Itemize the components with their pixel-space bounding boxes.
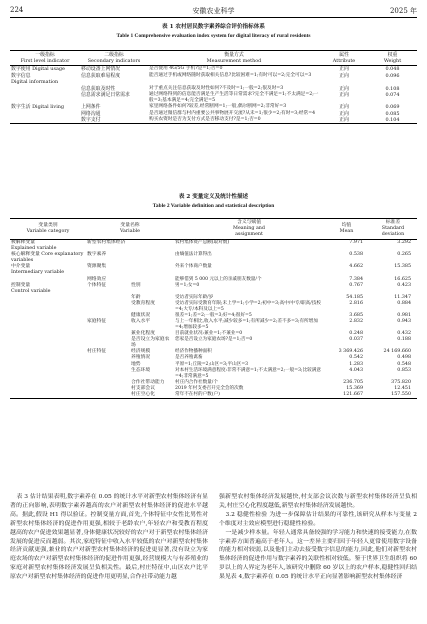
variable-sd: 3.292 (397, 240, 412, 245)
variable-mean: 121.667 (343, 391, 364, 397)
variable-name: 生态环境 (131, 367, 151, 373)
variable-group: 村庄特征 (87, 349, 107, 355)
weight-cell: 0.096 (385, 72, 400, 79)
variable-mean: 1.283 (349, 361, 364, 367)
variable-meaning: 受访者实际年龄/岁 (175, 294, 214, 300)
variable-name: 村支部会议 (131, 385, 155, 391)
variable-name: 经济规模 (131, 349, 151, 355)
first-level-indicator (10, 117, 80, 124)
variable-category: 控制变量 Control variable (11, 282, 51, 294)
variable-sd: 0.943 (397, 319, 412, 325)
secondary-indicator: 移动设备上网情况 (81, 66, 121, 73)
variable-mean: 4.662 (349, 264, 364, 270)
variable-meaning: 经济作物播种面积 (175, 349, 212, 355)
table2-row (10, 319, 417, 331)
table1-header-first: 一级指标 First level indicator (10, 51, 80, 66)
variable-meaning: 平原=1;丘陵=2;山区=3;平山区=3 (175, 361, 249, 367)
variable-category (10, 392, 86, 399)
attribute-cell: 正向 (339, 117, 349, 124)
measurement-method: 购买农资时是否为支付方式是否移动支付?是=1;否=0 (149, 117, 261, 123)
variable-group: 个体特征 (87, 282, 107, 288)
table2-caption-cn: 表 2 变量定义及统计性描述 (178, 194, 249, 200)
table1-header-row (10, 51, 417, 66)
variable-name: 是否设立为家庭农场 (131, 337, 170, 349)
measurement-method: 能否通过手机或网络随时获取相关信息?比较困难=1;有时可以=2;完全可以=3 (149, 72, 312, 78)
variable-sd: 0.884 (397, 300, 412, 306)
weight-cell: 0.048 (385, 66, 400, 73)
table1-row (10, 117, 417, 124)
variable-sd: 0.432 (397, 331, 412, 337)
variable-meaning: 受访者实际受教育年限;未上学=1;小学=2;初中=3;高中/中专/职高/技校=4;大专/本科及以上=5 (175, 300, 322, 312)
table1-header-measure: 衡量方式 Measurement method (148, 51, 320, 66)
variable-name: 年龄 (131, 294, 141, 300)
variable-group: 网络效应 (87, 276, 107, 282)
variable-category (10, 301, 86, 313)
table2-row (10, 283, 417, 295)
variable-meaning: 男=1;女=0 (175, 282, 200, 288)
variable-mean: 0.037 (349, 337, 364, 343)
variable-mean: 2.832 (349, 319, 364, 325)
variable-mean: 3.685 (349, 312, 364, 318)
secondary-indicator: 信息获取难易程度 (81, 72, 121, 79)
variable-mean: 3 369.426 (338, 349, 364, 355)
variable-category (10, 368, 86, 380)
attribute-cell: 正向 (339, 66, 349, 73)
table1 (10, 50, 417, 124)
page-number: 224 (10, 6, 24, 14)
journal-name: 安徽农业科学 (192, 7, 235, 15)
variable-sd: 0.853 (397, 367, 412, 373)
variable-meaning: 您家是否设立为家庭农场?是=1;否=0 (175, 337, 253, 343)
measurement-method: 是否使用 4G/5G 手机?是=1;否=0 (149, 66, 223, 72)
variable-name: 合作社带动能力 (131, 379, 165, 385)
variable-mean: 4.043 (349, 367, 364, 373)
variable-group: 数字素养 (87, 252, 107, 258)
variable-group (86, 368, 130, 380)
table1-caption-en: Table 1 Comprehensive evaluation index system for digital literacy of rural residents (116, 33, 311, 39)
first-level-indicator: 数字使用 Digital usage (11, 66, 65, 73)
measurement-method: 家里网络条件如何?较差,经常断网=1;一般,偶尔断网=2;非常好=3 (149, 104, 287, 110)
variable-name (130, 240, 174, 253)
measurement-method: 是否通过微信群与村内重要公共事物展开交流?从未=1;很少=2;有时=3;经常=4 (149, 110, 316, 116)
attribute-cell: 正向 (339, 92, 349, 99)
variable-meaning: 对本村生活环境满意程度:非常不满意=1;不太满意=2;一般=3;比较满意=4;非常满意=5 (175, 367, 321, 379)
variable-meaning: 2019 年村支委召开完全会的次数 (175, 385, 244, 391)
measurement-method: 通过网络得到的信息能否满足生产生活等日常需求?完全不满足=1;不太满足=2;一般=3;基本满足=4;完全满足=5 (149, 92, 319, 104)
variable-group: 资源聚集 (87, 264, 107, 270)
table1-header-weight: 权重 Weight (368, 51, 417, 66)
table2-row (10, 368, 417, 380)
table1-header-second: 二级指标 Secondary indicators (80, 51, 148, 66)
variable-sd: 0.498 (397, 355, 412, 361)
table1-caption-cn: 表 1 农村居民数字素养综合评价指标体系 (162, 24, 265, 30)
table2-row (10, 264, 417, 276)
variable-mean: 0.767 (349, 282, 364, 288)
variable-sd: 157.550 (391, 391, 412, 397)
variable-mean: 236.705 (343, 379, 364, 385)
variable-meaning: 农村集体资产总额(取对数) (175, 240, 230, 245)
table1-row (10, 66, 417, 73)
variable-mean: 0.538 (349, 252, 364, 258)
table2 (10, 218, 417, 399)
journal-year: 2025 年 (389, 7, 417, 15)
first-level-indicator: 数字信息 Digital information (11, 72, 59, 86)
variable-meaning: 由熵值法计算得出 (175, 252, 212, 258)
table2-header-row (10, 219, 417, 240)
table2-row (10, 252, 417, 264)
table2-row (10, 392, 417, 399)
variable-sd: 0.188 (397, 337, 412, 343)
secondary-indicator: 信息获取及时性 (81, 85, 116, 92)
variable-sd: 375.820 (391, 379, 412, 385)
variable-group: 新型农村集体经济 (87, 240, 126, 245)
variable-name: 性别 (131, 282, 141, 288)
table1-header-attribute: 属性 Attribute (320, 51, 368, 66)
secondary-indicator: 数字支付 (81, 117, 101, 124)
secondary-indicator: 网络沟通 (81, 110, 101, 117)
attribute-cell: 正向 (339, 110, 349, 117)
attribute-cell: 正向 (339, 72, 349, 79)
table2-header-mean: 均值 Mean (324, 219, 369, 240)
variable-group (86, 392, 130, 399)
variable-meaning: 与上一年相比,收入水平;减少较多=1;有所减少=2;差不多=3;有所增加=4;增加较多=5 (175, 319, 318, 331)
variable-name (130, 252, 174, 264)
table2-header-variable: 变量名称 Variable (86, 219, 174, 240)
variable-name: 受教育程度 (131, 300, 155, 306)
variable-sd: 11.347 (394, 294, 412, 300)
variable-meaning: 很差=1;差=2;一般=3;好=4;很好=5 (175, 312, 252, 318)
variable-category: 核心解释变量 Core explanatory variables (11, 252, 84, 264)
table1-row (10, 92, 417, 104)
variable-sd: 24 169.660 (383, 349, 412, 355)
variable-meaning: 外来个体商户数量 (175, 264, 212, 270)
body-text-right-column (219, 493, 417, 582)
variable-mean: 54.185 (346, 294, 364, 300)
variable-mean: 0.542 (349, 355, 364, 361)
variable-sd: 0.981 (397, 312, 412, 318)
table2-header-sd: 标准差 Standard deviation (369, 219, 417, 240)
variable-sd: 0.548 (397, 361, 412, 367)
table2-caption-en: Table 2 Variable definition and statistical description (152, 203, 275, 209)
variable-name: 兼业化程度 (131, 331, 155, 337)
weight-cell: 0.069 (385, 104, 400, 111)
table2-row (10, 301, 417, 313)
variable-sd: 16.625 (394, 276, 412, 282)
variable-mean: 7.384 (349, 276, 364, 282)
attribute-cell: 正向 (339, 104, 349, 111)
header-rule (10, 17, 417, 18)
variable-category: 被解释变量 Explained variable (11, 240, 57, 252)
body-text-left-column (10, 493, 208, 582)
variable-sd: 0.265 (397, 252, 412, 258)
first-level-indicator: 数字生活 Digital living (11, 104, 65, 111)
variable-group (86, 301, 130, 313)
body-paragraph: 一是减少样本量。年轻人通常具备较强的学习能力和快速的接受能力,在数字素养方面普遍高于老年人。这一差异主要归因于年轻人更常使用数字设备的能力相对较弱,以及他们主动去接受数字信息的能力,因此,他们对新型农村集体经济的促进作用与数字素养的关联性相对较低。鉴于世界卫生组织将 60 岁以上的人界定为老年人,该研究中删除 60 岁以上的农户样本,稳健性回归结果见表 4,数字素养在 0.05 的统计水平正向显著影响新型农村集体经济 (219, 529, 417, 581)
body-paragraph: 3.2 稳健性检验 为进一步保障估计结果的可靠性,该研究从样本与变量 2 个维度对主效应模型进行稳健性检验。 (219, 511, 417, 527)
variable-category: 中介变量 Intermediary variable (11, 264, 65, 276)
variable-meaning: 能够借到 5 000 元以上的亲戚朋友数量/个 (175, 276, 262, 282)
variable-meaning: 常年不在村的户数(户) (175, 391, 220, 397)
secondary-indicator: 信息需求满足日常需求 (81, 92, 130, 99)
variable-name: 村庄空心化 (131, 391, 155, 397)
body-paragraph: 表 3 估计结果表明,数字素养在 0.05 的统计水平对新型农村集体经济有显著的正向影响,表明数字素养越高的农户对新型农村集体经济的促进水平越高。据此,假设 H1 得以验证。控制变量方面,首先,个体特征中女性比男性对新型农村集体经济的促进作用更强,相较于老龄农户,年轻农户和受教育程度越高的农户促进效果越显著,身体健康状况较好的农户对于新型农村集体经济发展的促进反而越弱。其次,家庭特征中收入水平较低的农户对新型农村集体经济贡献更强,兼业的农户对新型农村集体经济的促进更显著,没有设立为家庭农场的农户对新型农村集体经济的促进作用更强,经营规模大与有养殖业的家庭对新型农村集体经济发展呈负相关性。最后,村庄特征中,山区农户比平原农户对新型农村集体经济的促进作用更明显,合作社带动能力越 (10, 494, 208, 581)
variable-group: 家庭特征 (87, 319, 107, 325)
measurement-method: 对于重点关注信息获取及时性如何?不及时=1;一般=2;很及时=3 (149, 85, 284, 91)
weight-cell: 0.085 (385, 110, 400, 117)
variable-meaning: 是否养殖禽畜 (175, 355, 203, 361)
table2-header-category: 变量类别 Variable category (10, 219, 86, 240)
attribute-cell: 正向 (339, 85, 349, 92)
table2-row (10, 240, 417, 253)
weight-cell: 0.108 (385, 85, 400, 92)
variable-name: 养殖情况 (131, 355, 151, 361)
variable-mean: 15.369 (346, 385, 364, 391)
secondary-indicator: 上网条件 (81, 104, 101, 111)
variable-mean: 0.248 (349, 331, 364, 337)
variable-sd: 0.423 (397, 282, 412, 288)
variable-meaning: 目前就业状况:兼业=1;不兼业=0 (175, 331, 243, 337)
table2-row (10, 337, 417, 349)
variable-mean: 7.971 (349, 240, 364, 245)
table2-header-meaning: 含义与赋值 Meaning and assignment (174, 219, 324, 240)
body-paragraph: 强新型农村集体经济发展越快,村支部会议次数与新型农村集体经济呈负相关,村庄空心化程度越低,新型农村集体经济发展越快。 (219, 494, 417, 509)
variable-name: 健康状况 (131, 312, 151, 318)
variable-sd: 12.451 (394, 385, 412, 391)
variable-name (130, 264, 174, 276)
variable-group (86, 337, 130, 349)
weight-cell: 0.074 (385, 92, 400, 99)
variable-name: 地势 (131, 361, 141, 367)
variable-category (10, 319, 86, 331)
variable-category (10, 337, 86, 349)
variable-mean: 2.816 (349, 300, 364, 306)
variable-name: 收入水平 (131, 319, 151, 325)
table1-row (10, 73, 417, 86)
variable-meaning: 村庄内合作社数量/个 (175, 379, 218, 385)
variable-sd: 15.385 (394, 264, 412, 270)
weight-cell: 0.104 (385, 117, 400, 124)
first-level-indicator (10, 92, 80, 104)
